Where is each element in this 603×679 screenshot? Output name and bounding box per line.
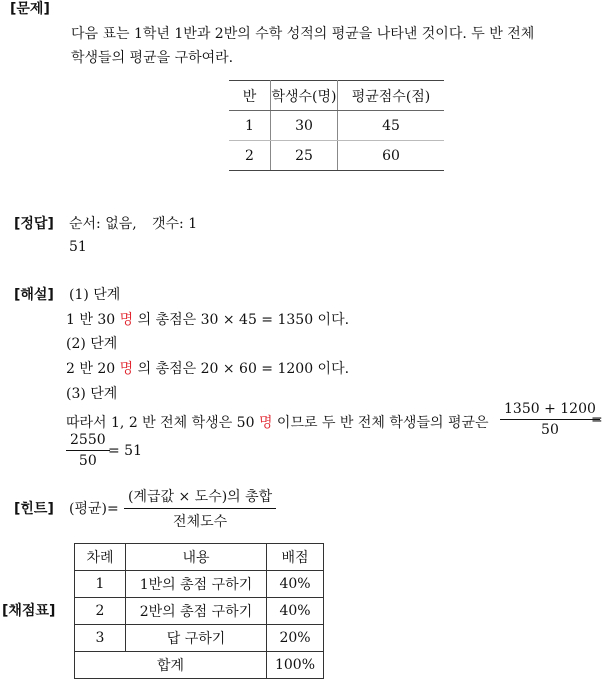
- header-average: 평균점수(점): [338, 81, 445, 111]
- rubric-table: [74, 543, 324, 679]
- solution-step2-title: (2) 단계: [66, 336, 118, 352]
- table-cell: 1반의 총점 구하기: [126, 571, 267, 598]
- answer-meta-order: 순서: 없음,: [69, 216, 137, 232]
- table-cell: 60: [338, 141, 445, 171]
- step2-red: 명: [119, 361, 134, 377]
- solution-step2-text: [66, 358, 349, 378]
- rubric-header-points: 배점: [267, 544, 324, 571]
- table-row: [229, 111, 444, 141]
- solution-equals: =: [591, 412, 603, 428]
- solution-fraction-1: [500, 401, 600, 438]
- table-cell: 2: [229, 141, 271, 171]
- table-cell: 25: [271, 141, 338, 171]
- score-table: [229, 80, 444, 171]
- step2-pre: 2 반 20: [66, 361, 120, 377]
- hint-prefix: (평균)=: [69, 501, 119, 517]
- solution-step1-text: [66, 309, 349, 329]
- table-cell: 40%: [267, 598, 324, 625]
- table-cell: 2반의 총점 구하기: [126, 598, 267, 625]
- answer-meta-count: 갯수: 1: [152, 216, 198, 232]
- solution-step1-title: (1) 단계: [69, 287, 121, 303]
- hint-denominator: 전체도수: [173, 514, 228, 530]
- table-cell: 1: [75, 571, 126, 598]
- problem-label: [문제]: [10, 1, 50, 17]
- table-row: [75, 571, 324, 598]
- fraction-1-denominator: 50: [541, 422, 559, 438]
- table-row: [75, 625, 324, 652]
- table-cell: 1: [229, 111, 271, 141]
- hint-fraction: [124, 486, 276, 531]
- rubric-total-value: 100%: [267, 652, 324, 679]
- problem-text-line2: 학생들의 평균을 구하여라.: [71, 50, 234, 66]
- rubric-label: [채점표]: [2, 603, 56, 619]
- step3-pre: 따라서 1, 2 반 전체 학생은 50: [66, 415, 259, 431]
- table-row: [229, 141, 444, 171]
- problem-text-line1: 다음 표는 1학년 1반과 2반의 수학 성적의 평균을 나타낸 것이다. 두 반 전체: [71, 26, 535, 42]
- table-cell: 20%: [267, 625, 324, 652]
- table-cell: 45: [338, 111, 445, 141]
- step3-post: 이므로 두 반 전체 학생들의 평균은: [272, 415, 489, 431]
- rubric-total-row: [75, 652, 324, 679]
- score-table-header: [229, 81, 444, 111]
- step2-post: 의 총점은 20 × 60 = 1200 이다.: [133, 361, 350, 377]
- header-class: 반: [229, 81, 271, 111]
- step1-post: 의 총점은 30 × 45 = 1350 이다.: [133, 312, 350, 328]
- table-cell: 답 구하기: [126, 625, 267, 652]
- hint-label: [힌트]: [14, 501, 54, 517]
- answer-value: 51: [69, 239, 87, 255]
- step1-red: 명: [119, 312, 134, 328]
- solution-step3-text: [66, 412, 489, 432]
- rubric-total-label: 합계: [75, 652, 267, 679]
- step3-red: 명: [258, 415, 273, 431]
- rubric-header: [75, 544, 324, 571]
- table-cell: 30: [271, 111, 338, 141]
- table-cell: 3: [75, 625, 126, 652]
- table-cell: 2: [75, 598, 126, 625]
- table-row: [75, 598, 324, 625]
- solution-label: [해설]: [14, 287, 54, 303]
- rubric-header-order: 차례: [75, 544, 126, 571]
- solution-fraction-2: [66, 432, 110, 469]
- step1-pre: 1 반 30: [66, 312, 120, 328]
- hint-numerator: (계급값 × 도수)의 총합: [124, 486, 276, 509]
- table-cell: 40%: [267, 571, 324, 598]
- rubric-header-content: 내용: [126, 544, 267, 571]
- solution-result: = 51: [108, 443, 142, 459]
- fraction-1-numerator: 1350 + 1200: [500, 401, 600, 420]
- answer-label: [정답]: [14, 216, 54, 232]
- solution-step3-title: (3) 단계: [66, 386, 118, 402]
- fraction-2-denominator: 50: [78, 453, 97, 469]
- header-students: 학생수(명): [271, 81, 338, 111]
- fraction-2-numerator: 2550: [66, 432, 110, 451]
